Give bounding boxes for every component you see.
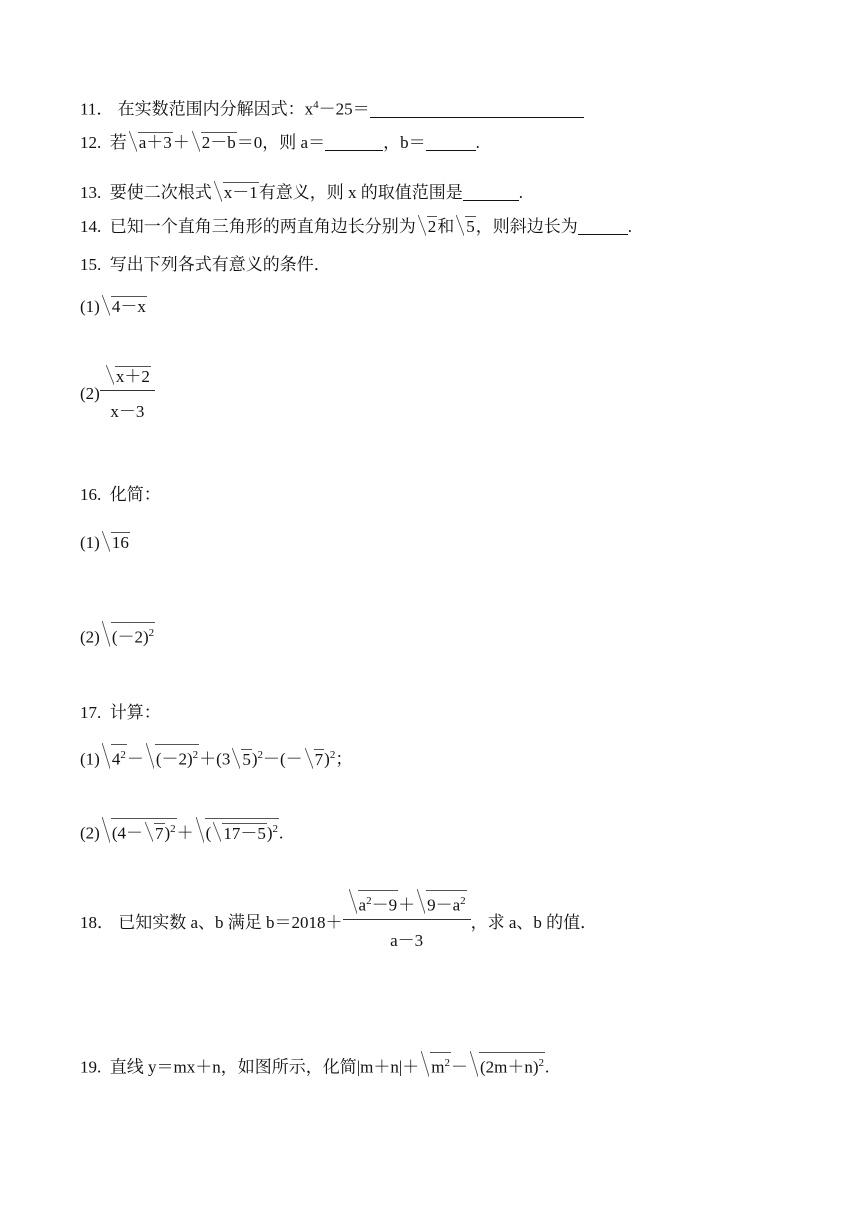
exponent: 2 <box>272 823 279 835</box>
radicand: a＋3 <box>138 133 172 152</box>
q16-part-2 <box>80 622 155 649</box>
radicand: 4－x <box>111 297 146 316</box>
question-18 <box>80 890 597 951</box>
q14-number: 14. <box>80 217 102 236</box>
sqrt-sign <box>145 823 165 844</box>
q11-expr-rest: －25＝ <box>318 99 370 119</box>
q12-mid: ＝0，则 a＝ <box>236 133 326 152</box>
sqrt-sign <box>305 749 325 771</box>
sqrt-sign <box>421 1052 451 1079</box>
exponent: 2 <box>170 823 176 835</box>
plus-sign: ＋ <box>398 895 416 915</box>
q17-part-2 <box>80 818 283 845</box>
q17-number: 17. <box>80 703 102 722</box>
q14-text: 已知一个直角三角形的两直角边长分别为 <box>109 217 416 236</box>
question-19 <box>80 1052 549 1079</box>
sqrt-sign <box>102 622 155 649</box>
sqrt-sign <box>102 296 147 318</box>
q18-end: ，求 a、b 的值． <box>470 912 598 932</box>
plus-sign: ＋ <box>176 823 194 843</box>
part-label: (1) <box>80 297 100 316</box>
minus-sign: － <box>126 749 144 769</box>
term: (4－ <box>111 823 143 843</box>
exponent: 2 <box>538 1057 545 1069</box>
radicand: 4 <box>111 749 121 769</box>
term: ＋(3 <box>199 749 231 769</box>
q15-part-2 <box>80 366 155 422</box>
minus-sign: － <box>451 1057 468 1077</box>
sqrt-sign <box>456 216 476 238</box>
radicand: 7 <box>314 749 324 769</box>
sqrt-sign <box>102 818 177 845</box>
sqrt-sign <box>213 823 267 844</box>
radicand: 2 <box>427 217 437 236</box>
part-label: (2) <box>80 823 100 843</box>
term: ) <box>324 749 330 769</box>
radicand: x－1 <box>223 183 258 202</box>
period: . <box>545 1057 550 1077</box>
term: ) <box>164 823 171 843</box>
q17-text: 计算： <box>109 703 161 722</box>
q11-expr-base: x <box>304 99 314 119</box>
radicand: m <box>431 1057 445 1077</box>
q15-number: 15. <box>80 255 102 274</box>
q15-part-1 <box>80 296 147 318</box>
question-11: 11． 在实数范围内分解因式：$x^4-25=$ <box>80 94 584 121</box>
sqrt-sign <box>470 1052 545 1079</box>
fraction <box>100 366 155 422</box>
denominator: a－3 <box>390 930 424 950</box>
q16-part-1 <box>80 532 130 554</box>
plus-sign: ＋ <box>172 133 190 152</box>
q12-number: 12. <box>80 133 102 152</box>
q13-number: 13. <box>80 183 102 202</box>
sqrt-sign <box>232 749 252 771</box>
numerator: x＋2 <box>115 367 150 386</box>
q17-part-1 <box>80 744 352 771</box>
term: ( <box>205 823 212 843</box>
question-12 <box>80 132 480 154</box>
exponent: 2 <box>460 895 466 907</box>
q19-text: 直线 y＝mx＋n，如图所示，化简|m＋n|＋ <box>109 1057 420 1077</box>
q19-number: 19. <box>80 1057 102 1077</box>
question-17 <box>80 702 161 724</box>
sqrt-sign <box>102 744 127 771</box>
exponent: 2 <box>444 1057 450 1069</box>
sqrt-sign <box>418 216 438 238</box>
radicand: (－2) <box>155 749 193 769</box>
sqrt-sign <box>129 132 173 154</box>
exponent: 2 <box>148 627 155 639</box>
sqrt-sign <box>192 132 237 154</box>
term: －(－ <box>263 749 303 769</box>
sqrt-sign <box>214 182 259 204</box>
sqrt-sign <box>196 818 279 845</box>
fraction <box>343 890 471 951</box>
answer-blank-a[interactable] <box>325 132 383 151</box>
q11-exponent: 4 <box>313 99 319 111</box>
term: ) <box>251 749 258 769</box>
q14-period: . <box>627 217 632 236</box>
exponent: 2 <box>257 749 263 761</box>
radicand: 2－b <box>201 133 236 152</box>
radicand: 16 <box>111 533 129 552</box>
radicand: 5 <box>466 217 475 236</box>
part-label: (2) <box>80 627 100 647</box>
radicand: a <box>358 895 367 915</box>
exponent: 2 <box>120 749 126 761</box>
sqrt-sign <box>106 366 151 387</box>
question-16 <box>80 484 161 506</box>
q12-text: 若 <box>109 133 127 152</box>
part-label: (1) <box>80 533 100 552</box>
radicand: 17－5 <box>223 823 266 843</box>
answer-blank[interactable] <box>370 99 584 118</box>
q18-number: 18． <box>80 912 114 932</box>
sqrt-sign <box>102 532 130 554</box>
sqrt-sign <box>146 744 199 771</box>
q11-text: 在实数范围内分解因式： <box>117 99 305 119</box>
q11-number: 11 <box>80 99 97 119</box>
semicolon: ； <box>335 749 353 769</box>
q16-number: 16. <box>80 485 102 504</box>
q12-period: . <box>475 133 480 152</box>
q14-mid: ，则斜边长为 <box>475 217 578 236</box>
exponent: 2 <box>329 749 336 761</box>
sqrt-sign <box>417 890 467 916</box>
q13-mid: 有意义，则 x 的取值范围是 <box>258 183 463 202</box>
q13-period: . <box>518 183 523 202</box>
q13-text: 要使二次根式 <box>109 183 212 202</box>
q16-text: 化简： <box>109 485 161 504</box>
radicand: 5 <box>242 749 251 769</box>
radicand: 9－a <box>427 895 461 915</box>
q15-text: 写出下列各式有意义的条件． <box>109 255 331 274</box>
answer-blank[interactable] <box>463 182 519 201</box>
q18-text: 已知实数 a、b 满足 b＝2018＋ <box>118 912 343 932</box>
radicand: 7 <box>155 823 164 843</box>
radicand: (－2) <box>111 627 149 647</box>
answer-blank[interactable] <box>578 216 628 235</box>
period: . <box>279 823 284 843</box>
q12-comma: ，b＝ <box>383 133 426 152</box>
question-15 <box>80 254 331 276</box>
sqrt-sign <box>349 890 399 916</box>
exponent: 2 <box>366 895 372 907</box>
question-13 <box>80 182 523 204</box>
exponent: 2 <box>192 749 199 761</box>
part-label: (2) <box>80 384 100 403</box>
term: ) <box>266 823 273 843</box>
answer-blank-b[interactable] <box>426 132 476 151</box>
radicand: －9 <box>371 895 398 915</box>
denominator: x－3 <box>110 402 145 421</box>
q14-and: 和 <box>437 217 455 236</box>
question-14 <box>80 216 632 238</box>
radicand: (2m＋n) <box>480 1057 539 1077</box>
part-label: (1) <box>80 749 100 769</box>
